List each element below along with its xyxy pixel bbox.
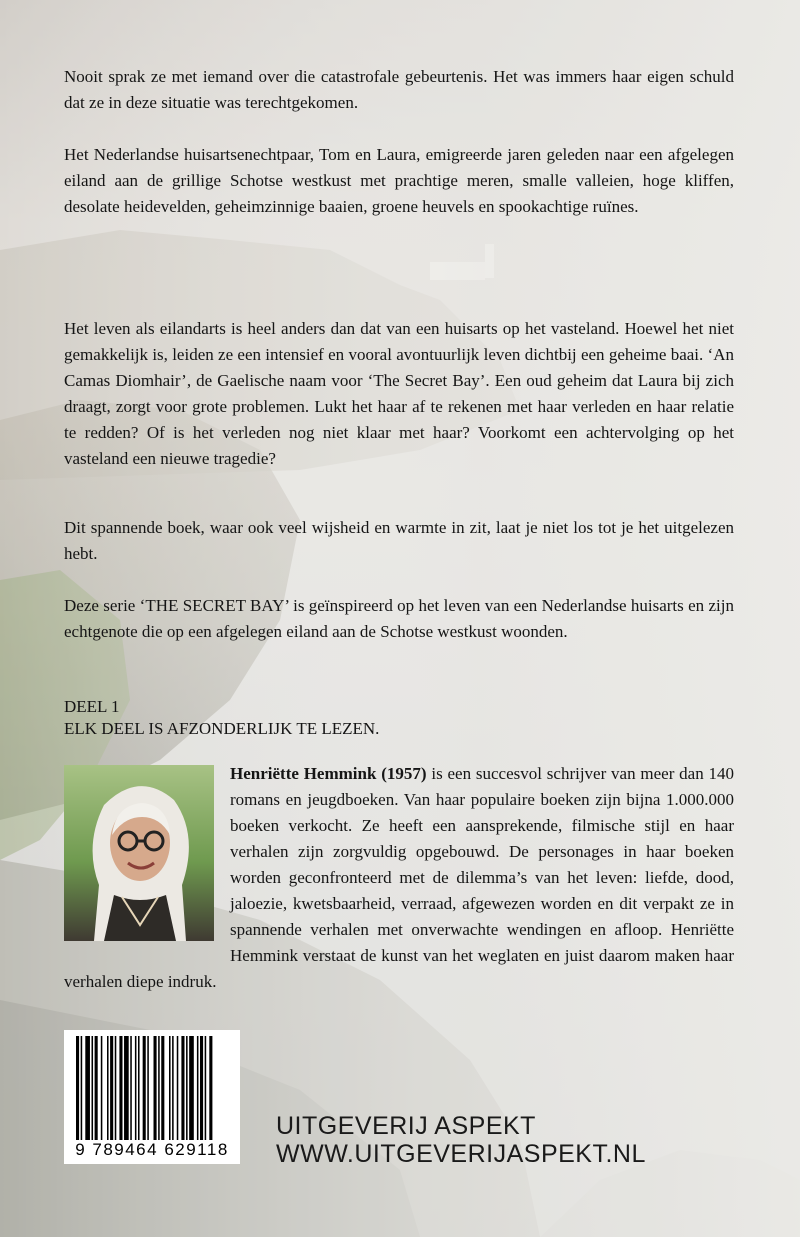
barcode-bar (119, 1036, 122, 1140)
barcode-bar (147, 1036, 149, 1140)
barcode-bar (81, 1036, 83, 1140)
publisher-block (276, 1112, 646, 1168)
barcode-bar (154, 1036, 157, 1140)
publisher-url[interactable]: WWW.UITGEVERIJASPEKT.NL (276, 1140, 646, 1168)
barcode-bar (161, 1036, 164, 1140)
barcode-bar (186, 1036, 188, 1140)
barcode-bar (76, 1036, 79, 1140)
volume-note: ELK DEEL IS AFZONDERLIJK TE LEZEN. (64, 719, 380, 738)
barcode-bar (209, 1036, 212, 1140)
barcode-bar (205, 1036, 207, 1140)
blurb-paragraph-1: Nooit sprak ze met iemand over die catastrofale gebeurtenis. Het was immers haar eigen schuld dat ze in deze situatie was terechtgekomen. (64, 67, 734, 112)
barcode-bar (124, 1036, 129, 1140)
barcode-bar (115, 1036, 117, 1140)
barcode-bar (181, 1036, 184, 1140)
barcode-bar (107, 1036, 109, 1140)
barcode-bar (95, 1036, 98, 1140)
blurb-paragraph-2: Het Nederlandse huisartsenechtpaar, Tom en Laura, emigreerde jaren geleden naar een afgelegen eiland aan de grillige Schotse westkust met prachtige meren, smalle valleien, hoge kliffen, desolate heidevelden, geheimzinnige baaien, groene heuvels en spookachtige ruïnes. (64, 145, 734, 216)
barcode-bar (85, 1036, 90, 1140)
barcode-bar (200, 1036, 203, 1140)
barcode-bar (189, 1036, 194, 1140)
author-photo (64, 765, 214, 941)
author-name: Henriëtte Hemmink (1957) (230, 764, 427, 783)
barcode-bar (92, 1036, 94, 1140)
isbn-barcode (64, 1030, 240, 1164)
barcode-bar (110, 1036, 113, 1140)
author-bio-text: is een succesvol schrijver van meer dan 140 romans en jeugdboeken. Van haar populaire boeken zijn bijna 1.000.000 boeken verkocht. Ze heeft een aansprekende, filmische stijl en haar verhalen zijn zorgvuldig opgebouwd. De personages in haar boeken worden geconfronteerd met de dilemma’s van het leven: liefde, dood, jaloezie, kwetsbaarheid, verraad, afgewezen worden en dit verpakt ze in spannende verhalen met onverwachte wendingen en afloop. Henriëtte Hemmink verstaat de kunst van het weglaten en juist daarom maken haar verhalen diepe indruk. (64, 764, 735, 991)
barcode-bar (130, 1036, 132, 1140)
barcode-bar (143, 1036, 146, 1140)
blurb-paragraph-4: Dit spannende boek, waar ook veel wijsheid en warmte in zit, laat je niet los tot je het uitgelezen hebt. (64, 518, 734, 563)
blurb-paragraph-3: Het leven als eilandarts is heel anders dan dat van een huisarts op het vasteland. Hoewel het niet gemakkelijk is, leiden ze een intensief en vooral avontuurlijk leven dichtbij een geheime baai. ‘An Camas Diomhair’, de Gaelische naam voor ‘The Secret Bay’. Een oud geheim dat Laura bij zich draagt, zorgt voor grote problemen. Lukt het haar af te rekenen met haar verleden en haar relatie te redden? Of is het verleden nog niet klaar met haar? Voorkomt een achtervolging op het vasteland een nieuwe tragedie? (64, 319, 734, 468)
author-bio (64, 761, 734, 995)
publisher-name: UITGEVERIJ ASPEKT (276, 1112, 536, 1140)
series-volume (64, 696, 734, 740)
barcode-bar (135, 1036, 137, 1140)
barcode-bar (158, 1036, 160, 1140)
volume-label: DEEL 1 (64, 697, 120, 716)
barcode-bar (101, 1036, 103, 1140)
barcode-bar (138, 1036, 140, 1140)
barcode-bar (169, 1036, 171, 1140)
blurb-paragraph-5: Deze serie ‘THE SECRET BAY’ is geïnspireerd op het leven van een Nederlandse huisarts en zijn echtgenote die op een afgelegen eiland aan de Schotse westkust woonden. (64, 596, 734, 641)
isbn-number: 9 789464 629118 (75, 1140, 229, 1159)
author-portrait-illustration (64, 765, 214, 941)
barcode-bar (197, 1036, 199, 1140)
barcode-bar (172, 1036, 174, 1140)
barcode-bar (177, 1036, 179, 1140)
